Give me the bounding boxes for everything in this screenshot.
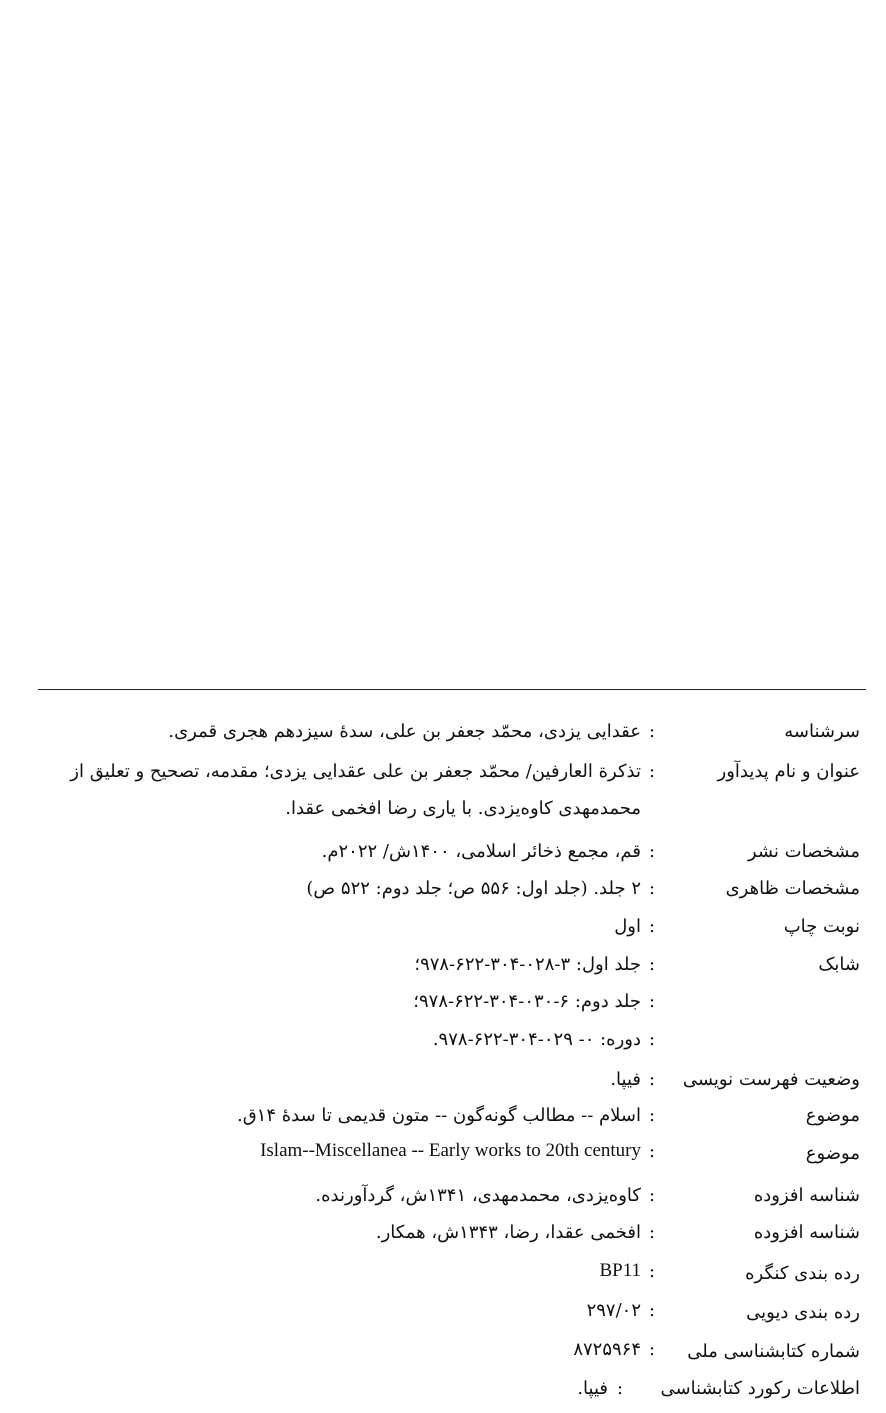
colon-separator: :: [648, 878, 656, 899]
label-physical-description: مشخصات ظاهری: [725, 878, 860, 899]
colon-separator: :: [616, 1378, 624, 1399]
label-subject: موضوع: [805, 1105, 860, 1126]
label-subject: موضوع: [805, 1143, 860, 1164]
colon-separator: :: [648, 1141, 656, 1162]
value-bibliographic-record-info: فیپا.: [577, 1378, 608, 1399]
value-subject-persian: اسلام -- مطالب گونه‌گون -- متون قدیمی تا سدهٔ ۱۴ق.: [236, 1105, 641, 1126]
value-title-statement: تذکرة العارفین/ محمّد جعفر بن علی عقدایی یزدی؛ مقدمه، تصحیح و تعلیق از: [70, 761, 641, 782]
label-dewey-classification: رده بندی دیویی: [746, 1302, 860, 1323]
label-lc-classification: رده بندی کنگره: [745, 1263, 860, 1284]
colon-separator: :: [648, 916, 656, 937]
label-national-bibliography-number: شماره کتابشناسی ملی: [687, 1341, 860, 1362]
label-cataloging-status: وضعیت فهرست نویسی: [682, 1069, 860, 1090]
value-added-entry-editor: کاوه‌یزدی، محمدمهدی، ۱۳۴۱ش، گردآورنده.: [315, 1185, 641, 1206]
colon-separator: :: [648, 761, 656, 782]
value-lc-classification: BP11: [599, 1260, 641, 1281]
colon-separator: :: [648, 1261, 656, 1282]
colon-separator: :: [648, 721, 656, 742]
colon-separator: :: [648, 841, 656, 862]
label-main-entry: سرشناسه: [784, 721, 860, 742]
label-edition: نوبت چاپ: [783, 916, 860, 937]
value-isbn-set: دوره: ۰- ۰۲۹-۳۰۴-۶۲۲-۹۷۸.: [432, 1029, 641, 1050]
colon-separator: :: [648, 1185, 656, 1206]
label-title-statement: عنوان و نام پدیدآور: [717, 761, 860, 782]
label-isbn: شابک: [818, 954, 860, 975]
colon-separator: :: [648, 1339, 656, 1360]
colon-separator: :: [648, 1300, 656, 1321]
value-edition: اول: [614, 916, 641, 937]
label-added-entry: شناسه افزوده: [753, 1185, 860, 1206]
value-main-entry: عقدایی یزدی، محمّد جعفر بن علی، سدهٔ سیزدهم هجری قمری.: [168, 721, 641, 742]
colon-separator: :: [648, 1222, 656, 1243]
value-subject-english: Islam--Miscellanea -- Early works to 20th century: [260, 1140, 641, 1161]
label-bibliographic-record-info: اطلاعات رکورد کتابشناسی: [660, 1378, 860, 1399]
value-publication: قم، مجمع ذخائر اسلامی، ۱۴۰۰ش/ ۲۰۲۲م.: [321, 841, 641, 862]
colon-separator: :: [648, 1105, 656, 1126]
value-isbn-volume-1: جلد اول: ۳-۰۲۸-۳۰۴-۶۲۲-۹۷۸؛: [414, 954, 641, 975]
value-isbn-volume-2: جلد دوم: ۶-۰۳۰-۳۰۴-۶۲۲-۹۷۸؛: [413, 991, 641, 1012]
label-added-entry: شناسه افزوده: [753, 1222, 860, 1243]
colon-separator: :: [648, 1069, 656, 1090]
value-cataloging-status: فیپا.: [610, 1069, 641, 1090]
label-publication: مشخصات نشر: [747, 841, 860, 862]
value-title-statement-continued: محمدمهدی کاوه‌یزدی. با یاری رضا افخمی عقدا.: [285, 798, 641, 819]
value-national-bibliography-number: ۸۷۲۵۹۶۴: [573, 1339, 641, 1360]
value-dewey-classification: ۲۹۷/۰۲: [586, 1300, 641, 1321]
value-physical-description: ۲ جلد. (جلد اول: ۵۵۶ ص؛ جلد دوم: ۵۲۲ ص): [306, 878, 641, 899]
value-added-entry-collaborator: افخمی عقدا، رضا، ۱۳۴۳ش، همکار.: [375, 1222, 641, 1243]
colon-separator: :: [648, 1029, 656, 1050]
colon-separator: :: [648, 991, 656, 1012]
colon-separator: :: [648, 954, 656, 975]
